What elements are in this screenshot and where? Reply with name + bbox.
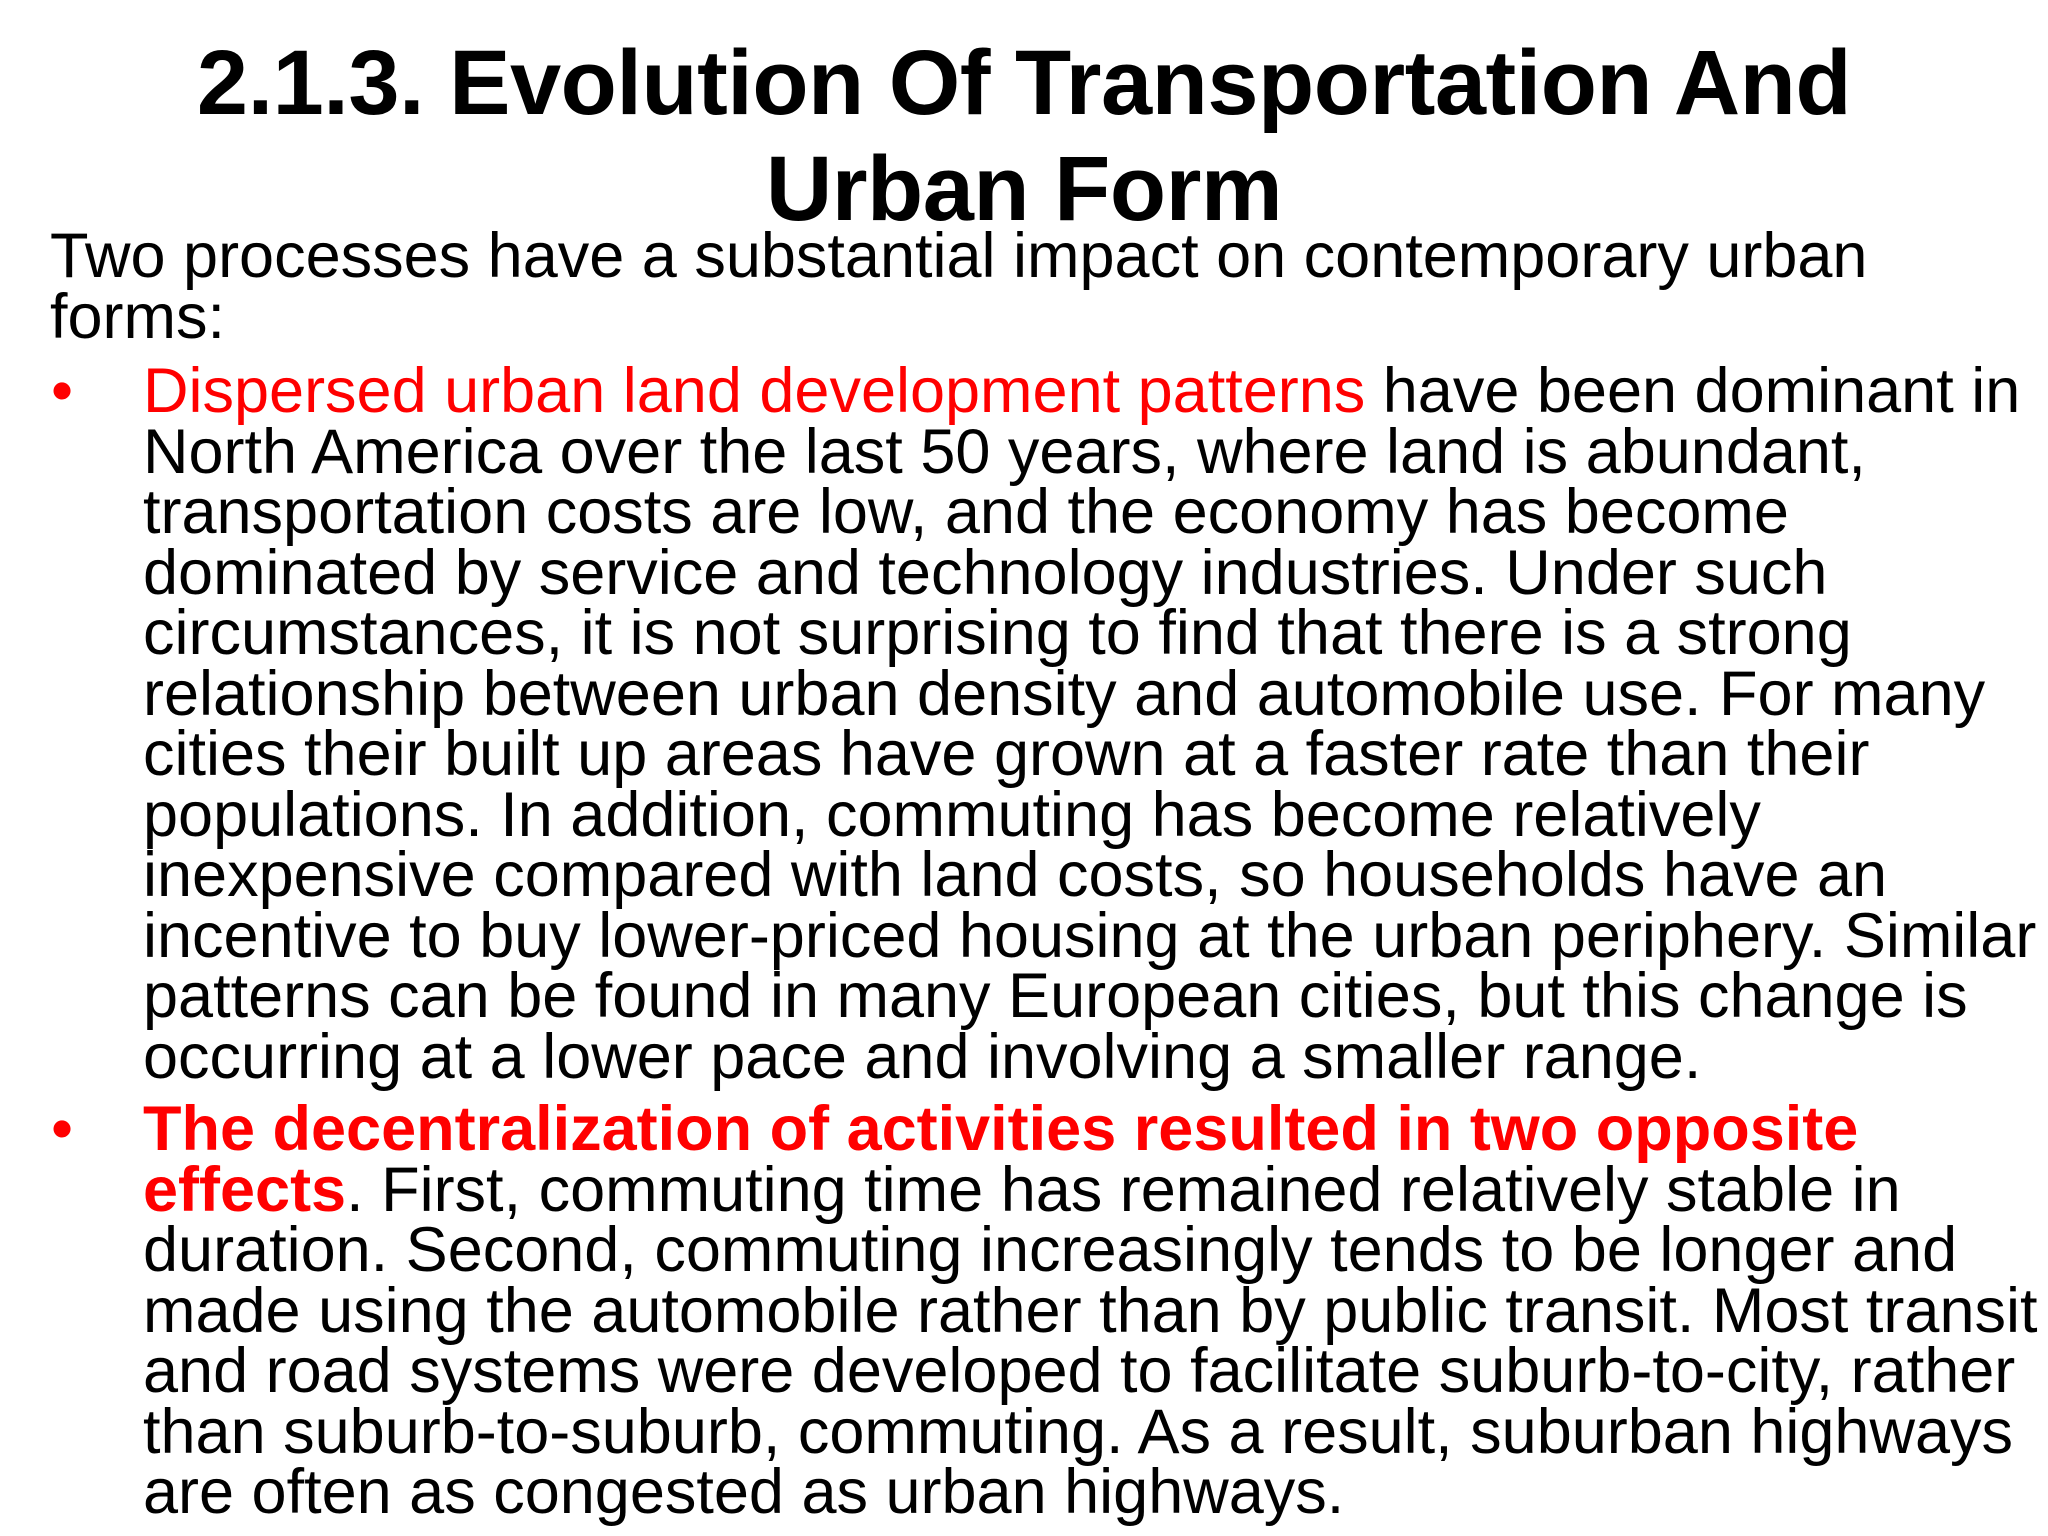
intro-paragraph — [0, 221, 2048, 352]
bullet-line: duration. Second, commuting increasingly tends to be longer and — [143, 1215, 1958, 1285]
bullet-text: . First, commuting time has remained relatively stable in — [346, 1154, 1901, 1225]
slide-title — [0, 30, 2048, 242]
bullet-line — [143, 356, 2048, 426]
bullet-line: inexpensive compared with land costs, so households have an — [143, 840, 1888, 910]
intro-line: Two processes have a substantial impact on contemporary urban — [50, 221, 1868, 291]
bullet-line: and road systems were developed to facilitate suburb-to-city, rather — [143, 1336, 2016, 1406]
bullet-line: North America over the last 50 years, where land is abundant, — [143, 416, 1866, 487]
bullet-line: patterns can be found in many European cities, but this change is — [143, 961, 1968, 1031]
bullet-icon: • — [51, 356, 74, 426]
highlight-phrase: effects — [143, 1154, 347, 1225]
bullet-icon: • — [51, 1094, 74, 1164]
bullet-decentralization — [0, 1094, 2048, 1527]
bullet-line: are often as congested as urban highways. — [143, 1457, 1345, 1527]
bullet-line: dominated by service and technology industries. Under such — [143, 537, 1828, 608]
slide-title-line: Urban Form — [765, 138, 1283, 240]
bullet-text: have been dominant in — [1365, 356, 2021, 426]
bullet-dispersed-development — [0, 356, 2048, 1092]
bullet-line: cities their built up areas have grown at a faster rate than their — [143, 719, 1870, 789]
bullet-list — [0, 356, 2048, 1527]
bullet-line: transportation costs are low, and the economy has become — [143, 477, 1789, 547]
intro-line: forms: — [50, 281, 226, 352]
highlight-phrase: Dispersed urban land development patterns — [143, 356, 1366, 426]
bullet-line: occurring at a lower pace and involving a smaller range. — [143, 1021, 1702, 1092]
bullet-line: circumstances, it is not surprising to find that there is a strong — [143, 598, 1852, 668]
highlight-phrase: The decentralization of activities resulted in two opposite — [143, 1094, 1859, 1164]
slide-body — [0, 221, 2048, 1527]
bullet-line: incentive to buy lower-priced housing at the urban periphery. Similar — [143, 900, 2037, 971]
bullet-line: populations. In addition, commuting has become relatively — [143, 779, 1761, 850]
bullet-line: made using the automobile rather than by public transit. Most transit — [143, 1275, 2038, 1346]
bullet-line — [143, 1154, 2048, 1225]
bullet-line: than suburb-to-suburb, commuting. As a result, suburban highways — [143, 1396, 2014, 1467]
slide-title-line: 2.1.3. Evolution Of Transportation And — [196, 32, 1852, 134]
bullet-line: relationship between urban density and automobile use. For many — [143, 658, 1986, 729]
